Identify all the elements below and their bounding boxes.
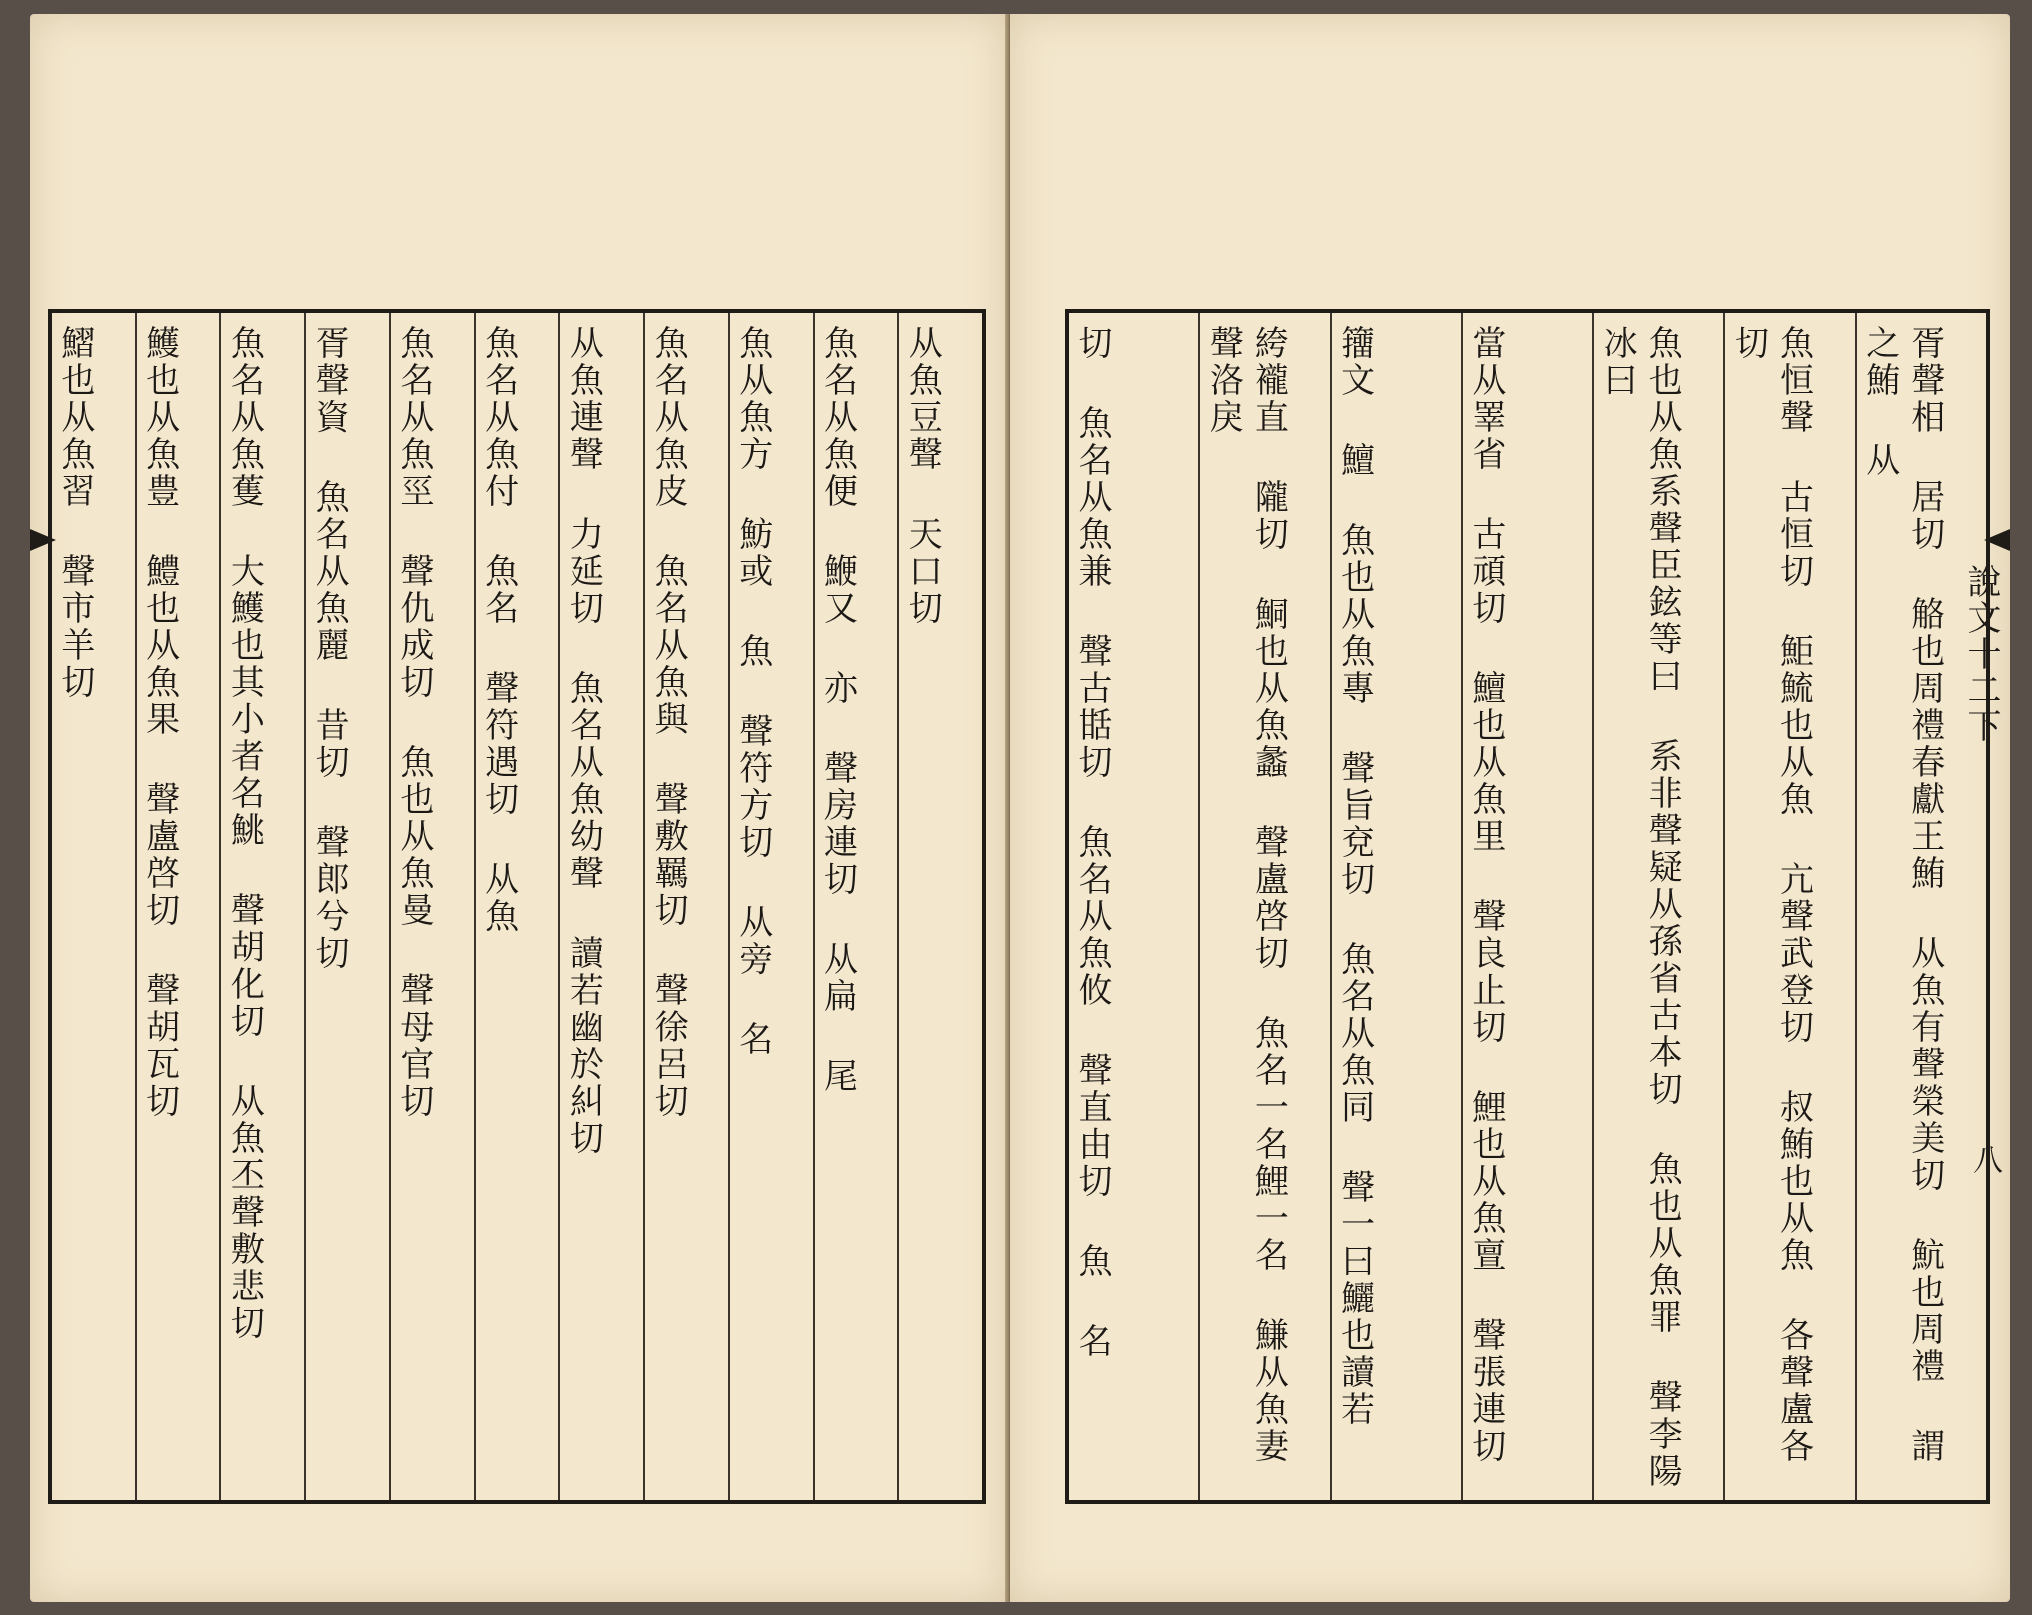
text-column — [389, 313, 474, 1500]
text-column — [1198, 313, 1329, 1500]
column-text: 鱯也从魚豊 鱧也从魚果 聲盧啓切 聲胡瓦切 — [139, 325, 180, 1120]
column-text: 絝襱直 隴切 鮦也从魚蠡 聲盧啓切 魚名一名鯉一名 鰜从魚妻聲洛戾 — [1203, 325, 1289, 1465]
text-column — [135, 313, 220, 1500]
text-column — [1855, 313, 1986, 1500]
column-text: 魚名从魚皮 魚名从魚與 聲敷羈切 聲徐呂切 — [648, 325, 689, 1120]
column-text: 魚恒聲 古恒切 鮔鯍也从魚 亢聲武登切 叔鮪也从魚 各聲盧各切 — [1728, 325, 1814, 1465]
right-page — [1010, 14, 2010, 1602]
right-columns — [1069, 313, 1986, 1500]
left-columns — [52, 313, 982, 1500]
text-column — [1330, 313, 1461, 1500]
column-text: 籒文 鱣 魚也从魚專 聲旨兗切 魚名从魚同 聲一曰鱺也讀若 — [1334, 325, 1375, 1428]
text-column — [1461, 313, 1592, 1500]
left-text-frame — [48, 309, 986, 1504]
text-column — [1592, 313, 1723, 1500]
text-column — [219, 313, 304, 1500]
text-column — [304, 313, 389, 1500]
column-text: 胥聲資 魚名从魚麗 昔切 聲郎兮切 — [309, 325, 350, 972]
column-text: 魚名从魚蒦 大鱯也其小者名鮡 聲胡化切 从魚丕聲敷悲切 — [224, 325, 265, 1342]
text-column — [728, 313, 813, 1500]
running-head: 說文十二下 — [1961, 564, 2001, 744]
text-column — [813, 313, 898, 1500]
column-text: 胥聲相 居切 觡也周禮春獻王鮪 从魚有聲榮美切 魧也周禮 謂之鮪 从 — [1859, 325, 1945, 1465]
right-text-frame — [1065, 309, 1990, 1504]
column-text: 从魚豆聲 天口切 — [902, 325, 943, 627]
text-column — [643, 313, 728, 1500]
column-text: 魚名从魚付 魚名 聲符遇切 从魚 — [478, 325, 519, 935]
column-text: 魚从魚方 魴或 魚 聲符方切 从旁 名 — [732, 325, 773, 1058]
column-text: 鰼也从魚習 聲市羊切 — [54, 325, 95, 701]
column-text: 魚名从魚便 鯾又 亦 聲房連切 从扁 尾 — [817, 325, 858, 1095]
text-column — [897, 313, 982, 1500]
text-column — [52, 313, 135, 1500]
text-column — [474, 313, 559, 1500]
text-column — [1069, 313, 1198, 1500]
left-page — [30, 14, 1005, 1602]
column-text: 从魚連聲 力延切 魚名从魚幼聲 讀若幽於糾切 — [563, 325, 604, 1157]
folio-number: 八 — [1967, 1144, 2002, 1174]
text-column — [1723, 313, 1854, 1500]
column-text: 當从睪省 古頑切 鱣也从魚里 聲良止切 鯉也从魚亶 聲張連切 — [1465, 325, 1506, 1465]
column-text: 魚名从魚巠 聲仇成切 魚也从魚曼 聲母官切 — [393, 325, 434, 1120]
text-column — [558, 313, 643, 1500]
column-text: 魚也从魚系聲臣鉉等曰 系非聲疑从孫省古本切 魚也从魚罪 聲李陽冰曰 — [1597, 325, 1683, 1490]
column-text: 切 魚名从魚兼 聲古甛切 魚名从魚攸 聲直由切 魚 名 — [1072, 325, 1113, 1360]
